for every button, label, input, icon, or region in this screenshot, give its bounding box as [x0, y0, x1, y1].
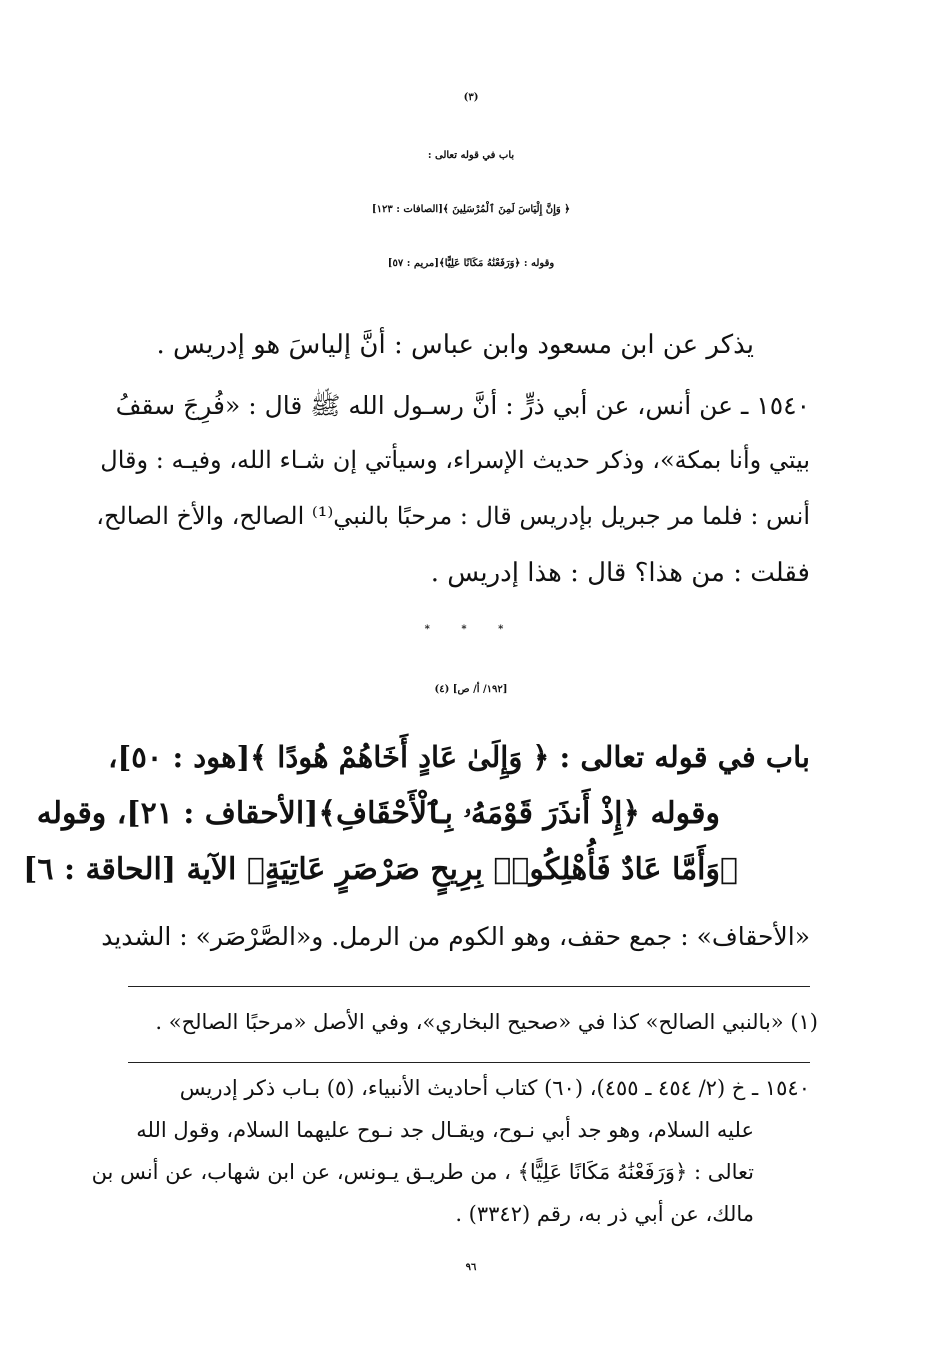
section-3-verse-2: وقوله : ﴿وَرَفَعْنَٰهُ مَكَانًا عَلِيًّا﴾[مريم : ٥٧] — [387, 258, 555, 269]
section-4-title-line-3: ﴿وَأَمَّا عَادٌ فَأُهْلِكُوا۟ بِرِيحٍ صَرْصَرٍ عَاتِيَةٍ﴾ الآية [الحاقة : ٦] — [23, 852, 738, 887]
section-3-number: (٣) — [463, 92, 479, 103]
section-3-title: باب في قوله تعالى : — [427, 150, 515, 161]
section-4-title-line-2: وقوله ﴿إِذْ أَنذَرَ قَوْمَهُۥ بِٱلْأَحْقَافِ﴾[الأحقاف : ٢١]، وقوله — [36, 796, 720, 831]
footnote-1: (١) «بالنبي الصالح» كذا في «صحيح البخاري»، وفي الأصل «مرحبًا الصالح» . — [155, 1010, 818, 1034]
takhrij-line-1: ١٥٤٠ ـ خ (٢/ ٤٥٤ ـ ٤٥٥)، (٦٠) كتاب أحاديث الأنبياء، (٥) بـاب ذكر إدريس — [179, 1076, 810, 1100]
takhrij-line-3: تعالى : ﴿وَرَفَعْنَٰهُ مَكَانًا عَلِيًّا﴾ ، من طريـق يـونس، عن ابن شهاب، عن أنس بن — [91, 1160, 754, 1184]
section-separator: * * * — [424, 624, 518, 635]
hadith-1540-line-1: ١٥٤٠ ـ عن أنس، عن أبي ذرٍّ : أنَّ رسـول الله ﷺ قال : «فُرِجَ سقفُ — [115, 391, 810, 420]
section-3-intro: يذكر عن ابن مسعود وابن عباس : أنَّ إلياسَ هو إدريس . — [156, 330, 754, 360]
hadith-1540-line-3: أنس : فلما مر جبريل بإدريس قال : مرحبًا بالنبي⁽¹⁾ الصالح، والأخ الصالح، — [96, 502, 810, 530]
section-4-body: «الأحقاف» : جمع حقف، وهو الكوم من الرمل. و«الصَّرْصَر» : الشديد — [101, 922, 810, 951]
hadith-1540-line-4: فقلت : من هذا؟ قال : هذا إدريس . — [430, 558, 810, 588]
takhrij-rule — [128, 1062, 810, 1063]
section-3-verse-1: ﴿ وَإِنَّ إِلْيَاسَ لَمِنَ ٱلْمُرْسَلِينَ ﴾[الصافات : ١٢٣] — [371, 204, 571, 215]
section-4-title-line-1: باب في قوله تعالى : ﴿ وَإِلَىٰ عَادٍ أَخَاهُمْ هُودًا ﴾[هود : ٥٠]، — [108, 740, 810, 774]
footnote-rule — [128, 986, 810, 987]
section-4-reference: [١٩٢/ أ/ ص] (٤) — [434, 684, 508, 695]
takhrij-line-2: عليه السلام، وهو جد أبي نـوح، ويقـال جد نـوح عليهما السلام، وقول الله — [136, 1118, 754, 1142]
hadith-1540-line-2: بيتي وأنا بمكة»، وذكر حديث الإسراء، وسيأتي إن شـاء الله، وفيـه : وقال — [100, 446, 810, 474]
page-number: ٩٦ — [465, 1262, 477, 1273]
takhrij-line-4: مالك، عن أبي ذر به، رقم (٣٣٤٢) . — [455, 1202, 754, 1226]
